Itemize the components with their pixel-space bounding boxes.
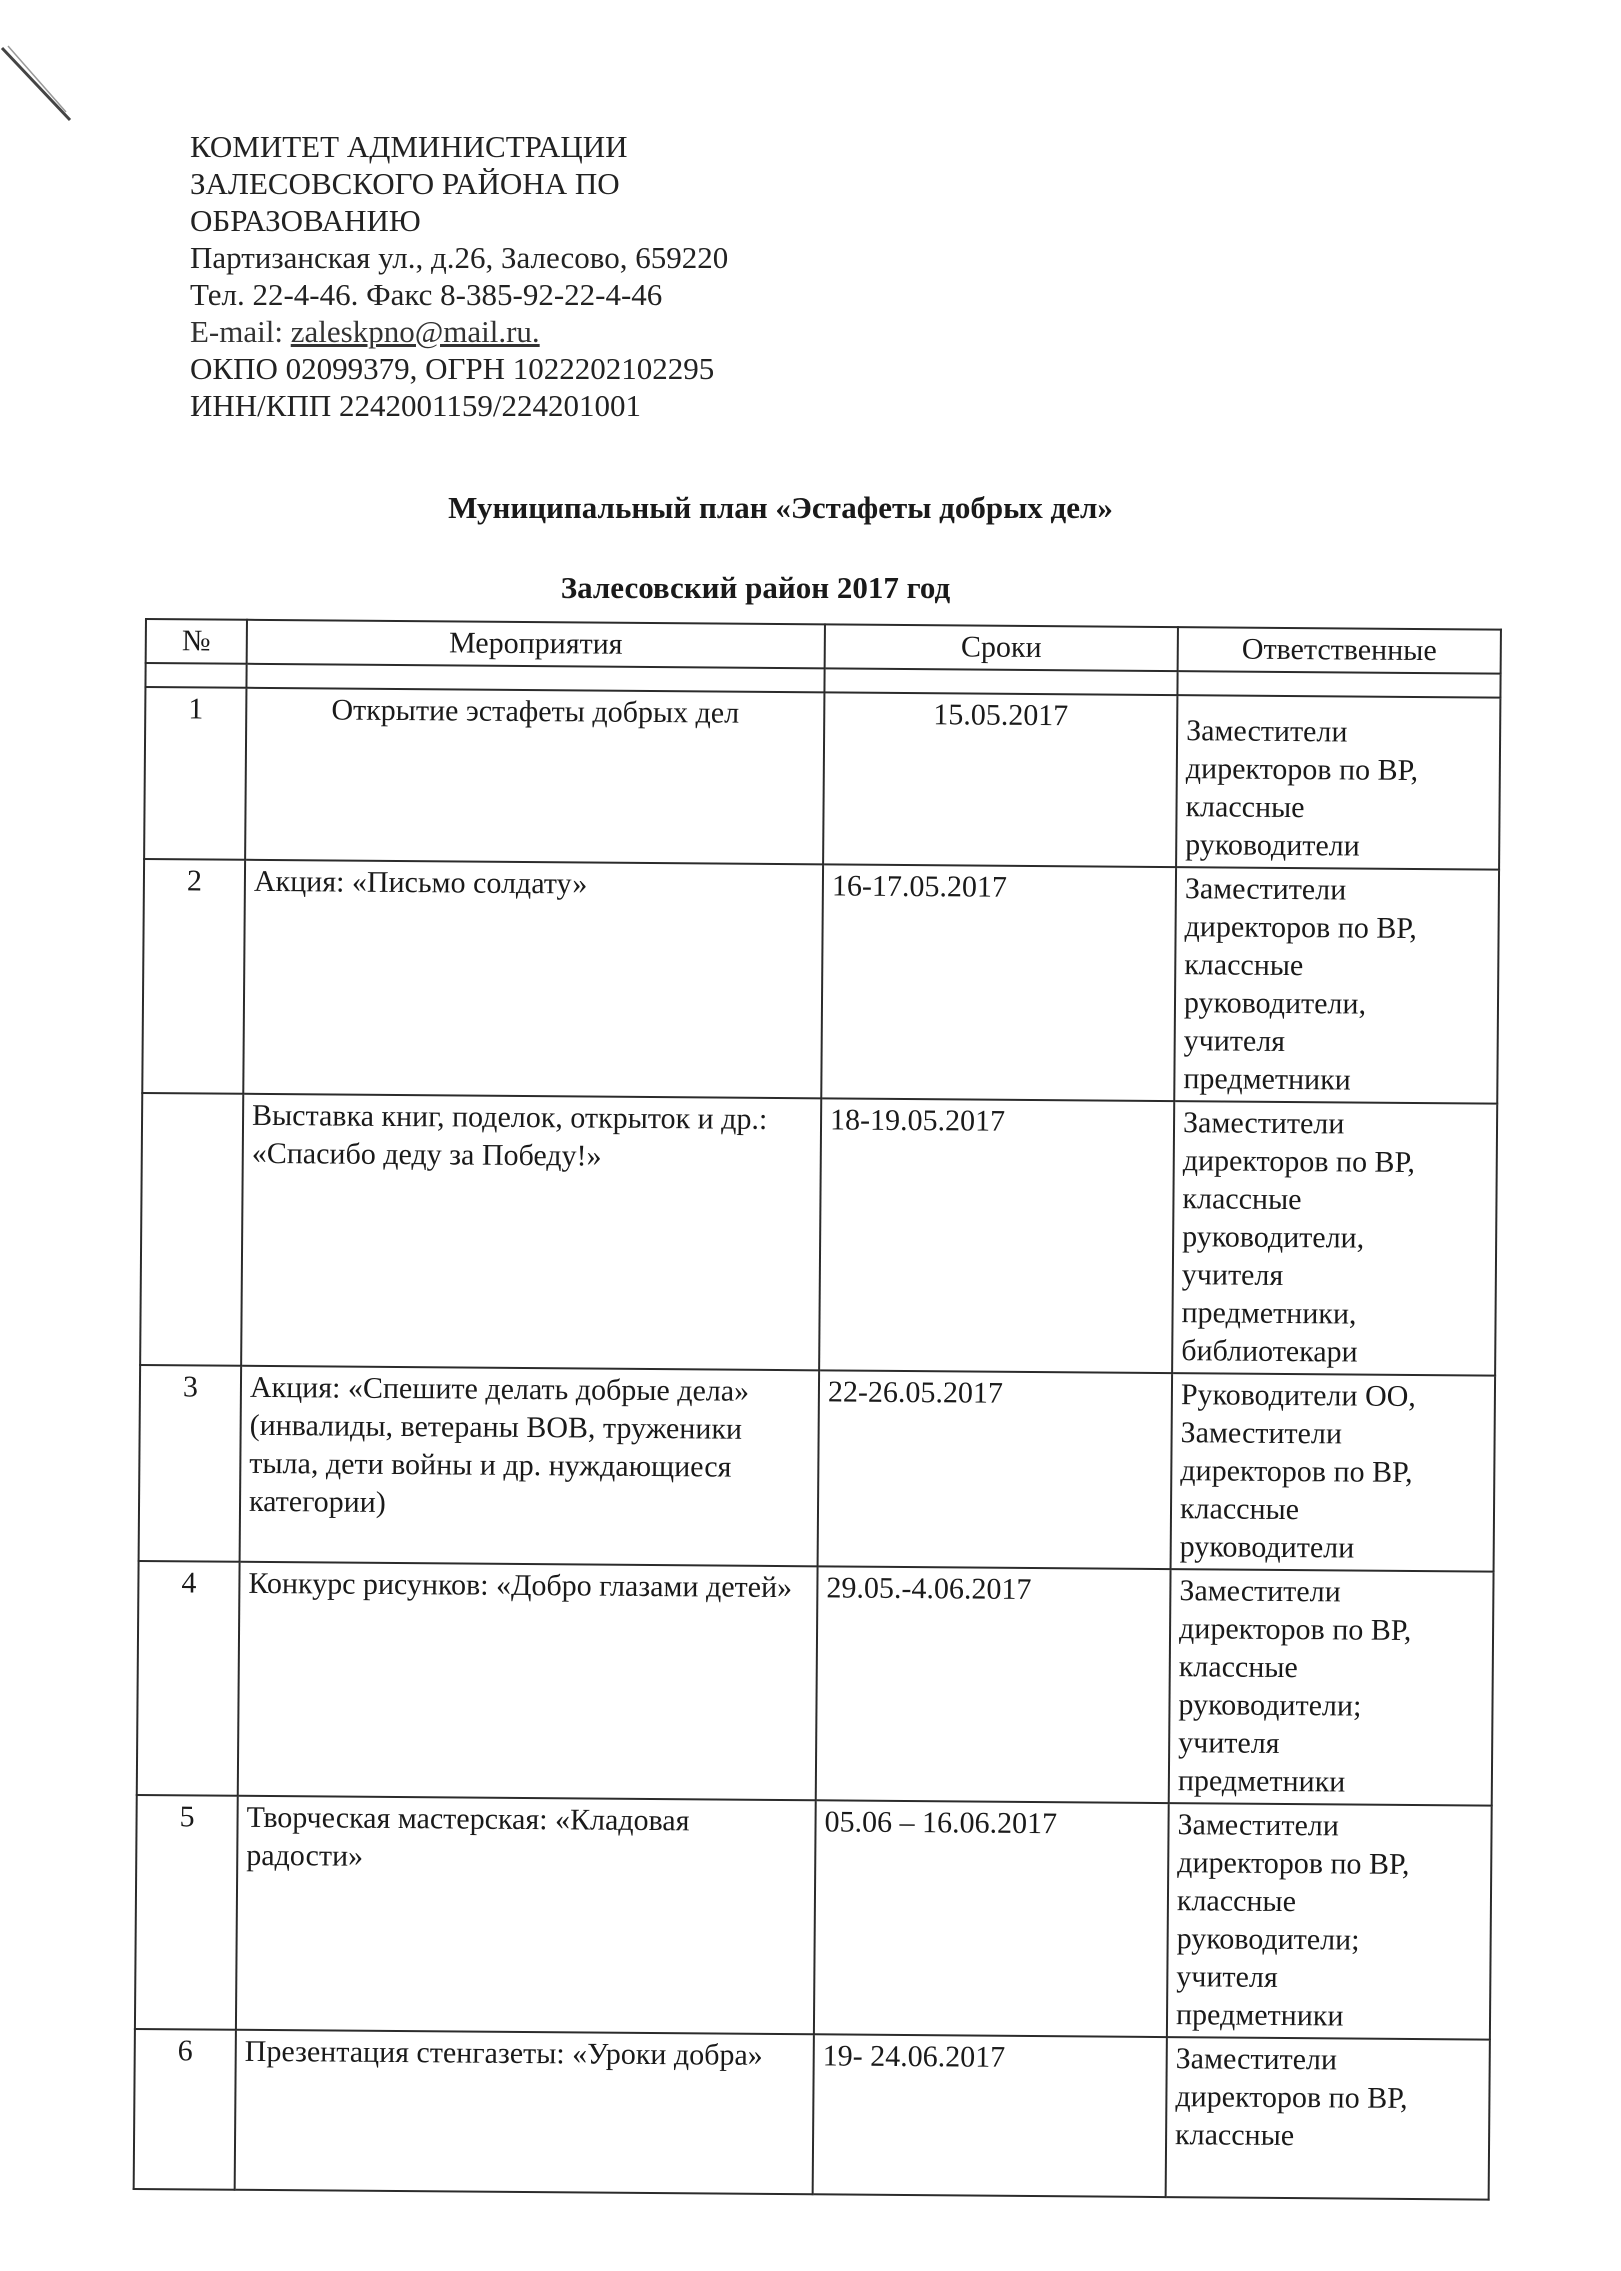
org-okpo: ОКПО 02099379, ОГРН 1022202102295: [190, 351, 715, 386]
row-date: 29.05.-4.06.2017: [816, 1566, 1171, 1803]
responsible-line: предметники: [1177, 1764, 1346, 1799]
responsible-line: Заместители: [1175, 2042, 1338, 2077]
org-name-line-2: ЗАЛЕСОВСКОГО РАЙОНА ПО: [190, 166, 620, 201]
scan-mark-icon: [0, 40, 100, 130]
row-responsible: [1166, 2037, 1490, 2200]
row-responsible: [1174, 867, 1499, 1104]
row-responsible: [1171, 1373, 1496, 1572]
email-label: E-mail:: [190, 314, 291, 349]
responsible-line: классные: [1179, 1492, 1300, 1527]
table-row: [140, 1093, 1497, 1376]
org-phone: Тел. 22-4-46. Факс 8-385-92-22-4-46: [190, 277, 663, 312]
responsible-line: руководители,: [1183, 986, 1367, 1021]
responsible-line: руководители: [1179, 1530, 1355, 1565]
row-event: Творческая мастерская: «Кладовая радости»: [236, 1796, 816, 2035]
org-inn: ИНН/КПП 2242001159/224201001: [190, 388, 641, 423]
row-event: Выставка книг, поделок, открыток и др.: «Спасибо деду за Победу!»: [241, 1094, 821, 1371]
org-email: [190, 313, 728, 350]
responsible-line: Заместители: [1180, 1416, 1343, 1451]
responsible-line: директоров по ВР,: [1182, 1144, 1416, 1179]
table-row: [134, 2029, 1490, 2200]
responsible-line: классные: [1185, 790, 1305, 825]
responsible-line: руководители: [1185, 828, 1360, 863]
table-row: [142, 859, 1499, 1104]
row-event: Акция: «Письмо солдату»: [243, 860, 823, 1099]
responsible-line: Заместители: [1184, 872, 1347, 907]
responsible-line: классные: [1174, 2118, 1295, 2153]
letterhead: [190, 128, 728, 424]
responsible-line: руководители;: [1178, 1688, 1362, 1723]
header-event: Мероприятия: [247, 620, 825, 669]
responsible-line: Заместители: [1177, 1808, 1340, 1843]
row-date: 18-19.05.2017: [819, 1098, 1174, 1373]
row-event: Открытие эстафеты добрых дел: [245, 688, 824, 865]
spacer-cell: [145, 663, 246, 688]
row-event: Конкурс рисунков: «Добро глазами детей»: [238, 1562, 818, 1801]
responsible-line: директоров по ВР,: [1184, 910, 1417, 945]
table-row: [135, 1795, 1492, 2040]
plan-table: [133, 618, 1502, 2201]
header-resp: Ответственные: [1178, 627, 1501, 674]
responsible-line: директоров по ВР,: [1175, 2080, 1408, 2115]
responsible-line: учителя: [1176, 1960, 1278, 1994]
spacer-cell: [824, 668, 1177, 695]
responsible-line: учителя: [1181, 1258, 1284, 1292]
responsible-line: директоров по ВР,: [1185, 752, 1419, 788]
header-num: №: [146, 619, 247, 664]
responsible-line: предметники,: [1181, 1296, 1357, 1331]
responsible-line: Руководители ОО,: [1180, 1378, 1416, 1414]
responsible-line: предметники: [1183, 1062, 1351, 1097]
org-name-line-1: КОМИТЕТ АДМИНИСТРАЦИИ: [190, 129, 628, 164]
row-date: 19- 24.06.2017: [813, 2034, 1167, 2197]
row-date: 05.06 – 16.06.2017: [814, 1800, 1169, 2037]
row-responsible: [1169, 1569, 1494, 1806]
row-num: 6: [134, 2029, 236, 2190]
table-row: [144, 687, 1500, 870]
row-date: 16-17.05.2017: [821, 864, 1176, 1101]
responsible-line: учителя: [1183, 1024, 1286, 1058]
responsible-line: руководители;: [1176, 1922, 1360, 1957]
row-num: 4: [137, 1561, 240, 1796]
responsible-line: библиотекари: [1181, 1334, 1358, 1369]
row-num: [140, 1093, 243, 1366]
row-num: 1: [144, 687, 246, 860]
row-num: 2: [142, 859, 245, 1094]
responsible-line: Заместители: [1186, 714, 1348, 749]
row-event: Акция: «Спешите делать добрые дела» (инвалиды, ветераны ВОВ, труженики тыла, дети войны и др. нуждающиеся категории): [240, 1366, 820, 1567]
responsible-line: предметники: [1175, 1998, 1344, 2033]
responsible-line: учителя: [1178, 1726, 1280, 1760]
responsible-line: директоров по ВР,: [1178, 1612, 1412, 1647]
responsible-line: директоров по ВР,: [1177, 1846, 1410, 1881]
header-date: Сроки: [825, 624, 1178, 671]
responsible-line: классные: [1184, 948, 1304, 983]
table-row: [137, 1561, 1494, 1806]
table-row: [139, 1365, 1495, 1572]
document-subtitle: Залесовский район 2017 год: [560, 570, 951, 605]
row-responsible: [1176, 695, 1500, 870]
row-num: 3: [139, 1365, 242, 1562]
row-date: 22-26.05.2017: [818, 1370, 1173, 1569]
responsible-line: руководители,: [1182, 1220, 1365, 1255]
row-num: 5: [135, 1795, 238, 2030]
row-event: Презентация стенгазеты: «Уроки добра»: [235, 2030, 814, 2195]
row-date: 15.05.2017: [823, 692, 1177, 867]
responsible-line: директоров по ВР,: [1180, 1454, 1413, 1489]
org-address: Партизанская ул., д.26, Залесово, 659220: [190, 240, 729, 275]
row-responsible: [1172, 1101, 1497, 1376]
responsible-line: классные: [1176, 1884, 1297, 1919]
responsible-line: классные: [1182, 1182, 1302, 1217]
row-responsible: [1167, 1803, 1492, 2040]
org-name-line-3: ОБРАЗОВАНИЮ: [190, 203, 421, 238]
responsible-line: классные: [1178, 1650, 1298, 1685]
responsible-line: Заместители: [1179, 1574, 1341, 1609]
responsible-line: Заместители: [1182, 1106, 1345, 1141]
document-title: Муниципальный план «Эстафеты добрых дел»: [448, 490, 1113, 525]
email-link[interactable]: zaleskpno@mail.ru.: [290, 314, 540, 349]
spacer-cell: [1177, 671, 1500, 698]
